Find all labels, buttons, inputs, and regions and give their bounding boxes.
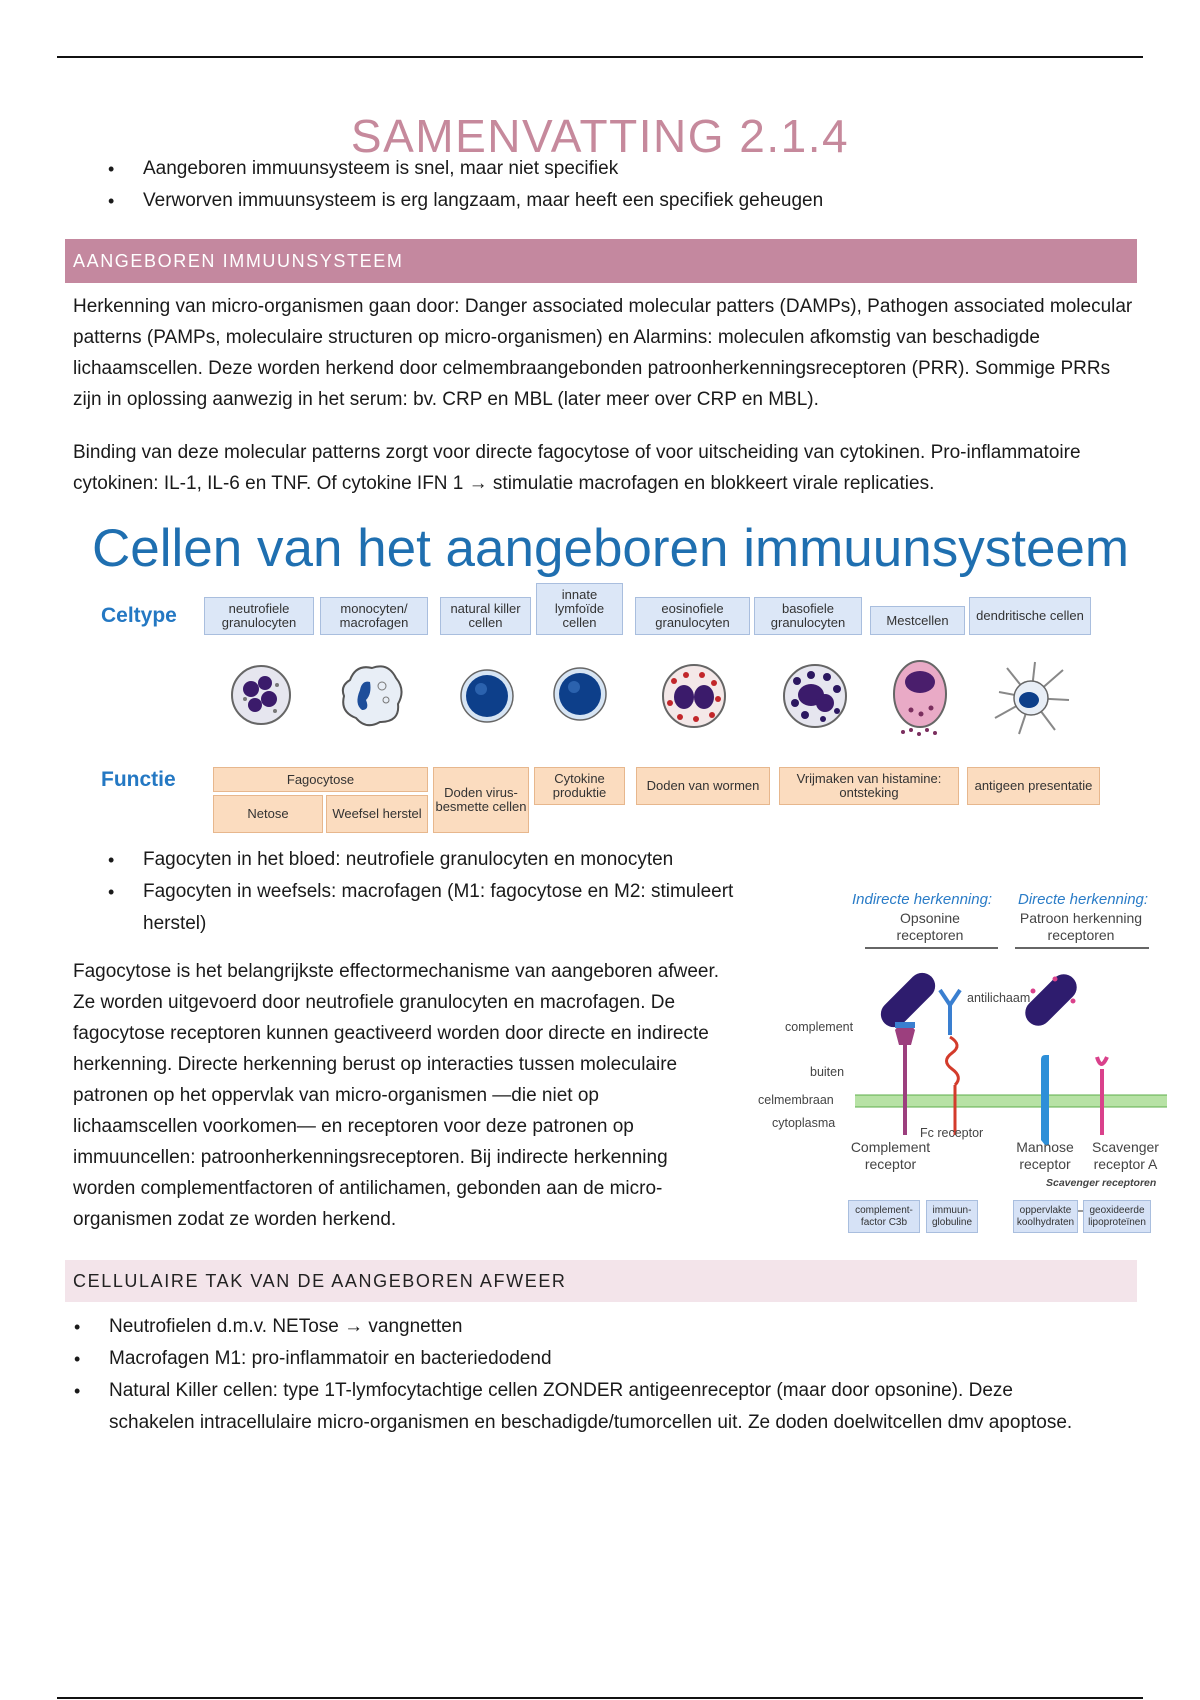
mannose-receptor-label: Mannose receptor [1016,1139,1074,1172]
figure-title: Cellen van het aangeboren immuunsysteem [92,519,1130,578]
bottom-rule [57,1697,1143,1699]
complement-receptor-label: Complement receptor [850,1139,931,1172]
list-item: • Verworven immuunsysteem is erg langzaam, maar heeft een specifiek geheugen [106,185,823,217]
cytoplasma-label: cytoplasma [772,1116,836,1130]
list-item: • Fagocyten in weefsels: macrofagen (M1: fagocytose en M2: stimuleert herstel) [106,876,736,940]
complement-label: complement [785,1020,854,1034]
figure-cell-types [84,510,1144,840]
function-weefsel-herstel: Weefsel herstel [326,795,428,833]
function-histamine: Vrijmaken van histamine: ontsteking [779,767,959,805]
ilc-cell-icon [552,666,608,722]
paragraph-binding: Binding van deze molecular patterns zorgt voor directe fagocytose of voor uitscheiding van cytokinen. Pro-inflammatoire cytokinen: IL-1, IL-6 en TNF. Of cytokine IFN 1 → stimulatie macrofagen en blokkeert virale replicaties. [73,442,1081,494]
figure-recognition-receptors [755,885,1185,1245]
top-rule [57,56,1143,58]
list-item: • Fagocyten in het bloed: neutrofiele granulocyten en monocyten [106,844,736,876]
basophil-cell-icon [781,663,849,729]
function-antigeen: antigeen presentatie [967,767,1100,805]
row-label-function: Functie [101,768,176,791]
celmembraan-label: celmembraan [758,1093,834,1107]
function-fagocytose: Fagocytose [213,767,428,792]
ligand-lipoproteinen: geoxideerde lipoproteïnen [1083,1200,1151,1233]
section-heading-aangeboren: AANGEBOREN IMMUUNSYSTEEM [65,239,1137,283]
function-netose: Netose [213,795,323,833]
celltype-ilc: innate lymfoïde cellen [536,583,623,635]
fc-receptor-label: Fc receptor [920,1126,984,1140]
list-item: • Aangeboren immuunsysteem is snel, maar niet specifiek [106,153,823,185]
nk-cell-icon [459,668,515,724]
list-item: • Neutrofielen d.m.v. NETose → vangnetten [72,1311,1092,1343]
eosinophil-cell-icon [660,663,728,729]
page-title: SAMENVATTING 2.1.4 [350,109,850,162]
scavenger-receptor-label: Scavenger receptor A [1092,1139,1159,1172]
macrophage-cell-icon [336,660,408,730]
cellulaire-bullet-list [72,1311,1092,1439]
function-cytokine: Cytokine produktie [534,767,625,805]
opsonine-receptoren-label: Opsonine receptoren [896,910,964,943]
indirect-recognition-heading: Indirecte herkenning: [852,891,993,908]
paragraph-fagocytose: Fagocytose is het belangrijkste effectormechanisme van aangeboren afweer. Ze worden uitgevoerd door neutrofiele granulocyten en macrofagen. De fagocytose receptoren kunnen geactiveerd worden door directe en indirecte herkenning. Directe herkenning berust op interacties tussen moleculaire patronen op het oppervlak van micro-organismen —die niet op lichaamscellen voorkomen— en receptoren voor deze patronen op immuuncellen: patroonherkenningsreceptoren. Bij indirecte herkenning worden complementfactoren of antilichamen, gebonden aan de micro-organismen zodat ze worden herkend. [73,961,720,1230]
list-item: • Natural Killer cellen: type 1T-lymfocytachtige cellen ZONDER antigeenreceptor (maar door opsonine). Deze schakelen intracellulaire micro-organismen en beschadigde/tumorcellen uit. Ze doden doelwitcellen dmv apoptose. [72,1375,1092,1439]
section-heading-cellulaire: CELLULAIRE TAK VAN DE AANGEBOREN AFWEER [65,1260,1137,1302]
ligand-koolhydraten: oppervlakte koolhydraten [1013,1200,1078,1233]
paragraph-herkenning: Herkenning van micro-organismen gaan door: Danger associated molecular patters (DAMPs), Pathogen associated molecular patterns (PAMPs, moleculaire structuren op micro-organismen) en Alarmins: moleculen afkomstig van beschadigde lichaamscellen. Deze worden herkend door celmembraangebonden patroonherkenningsreceptoren (PRR). Sommige PRRs zijn in oplossing aanwezig in het serum: bv. CRP en MBL (later meer over CRP en MBL). [73,296,1133,410]
celltype-dendritic: dendritische cellen [969,597,1091,635]
mast-cell-icon [887,658,953,738]
function-doden-virus: Doden virus-besmette cellen [433,767,529,833]
dendritic-cell-icon [989,658,1073,738]
buiten-label: buiten [810,1065,845,1079]
intro-bullet-list [106,153,823,217]
direct-recognition-heading: Directe herkenning: [1018,891,1149,908]
patroon-receptoren-label: Patroon herkenning receptoren [1019,910,1143,943]
function-doden-wormen: Doden van wormen [636,767,770,805]
celltype-basophil: basofiele granulocyten [754,597,862,635]
celltype-eosinophil: eosinofiele granulocyten [635,597,750,635]
celltype-mast: Mestcellen [870,606,965,635]
celltype-neutrophil: neutrofiele granulocyten [204,597,314,635]
ligand-immuunglobuline: immuun-globuline [926,1200,978,1233]
ligand-c3b: complement-factor C3b [848,1200,920,1233]
row-label-celltype: Celtype [101,604,177,627]
fagocyt-bullet-list [106,844,736,940]
antilichaam-label: antilichaam [967,991,1031,1005]
scavenger-receptoren-label: Scavenger receptoren [1046,1177,1157,1189]
neutrophil-cell-icon [229,663,293,727]
list-item: • Macrofagen M1: pro-inflammatoir en bacteriedodend [72,1343,1092,1375]
celltype-monocyte: monocyten/ macrofagen [320,597,428,635]
celltype-nk: natural killer cellen [440,597,531,635]
